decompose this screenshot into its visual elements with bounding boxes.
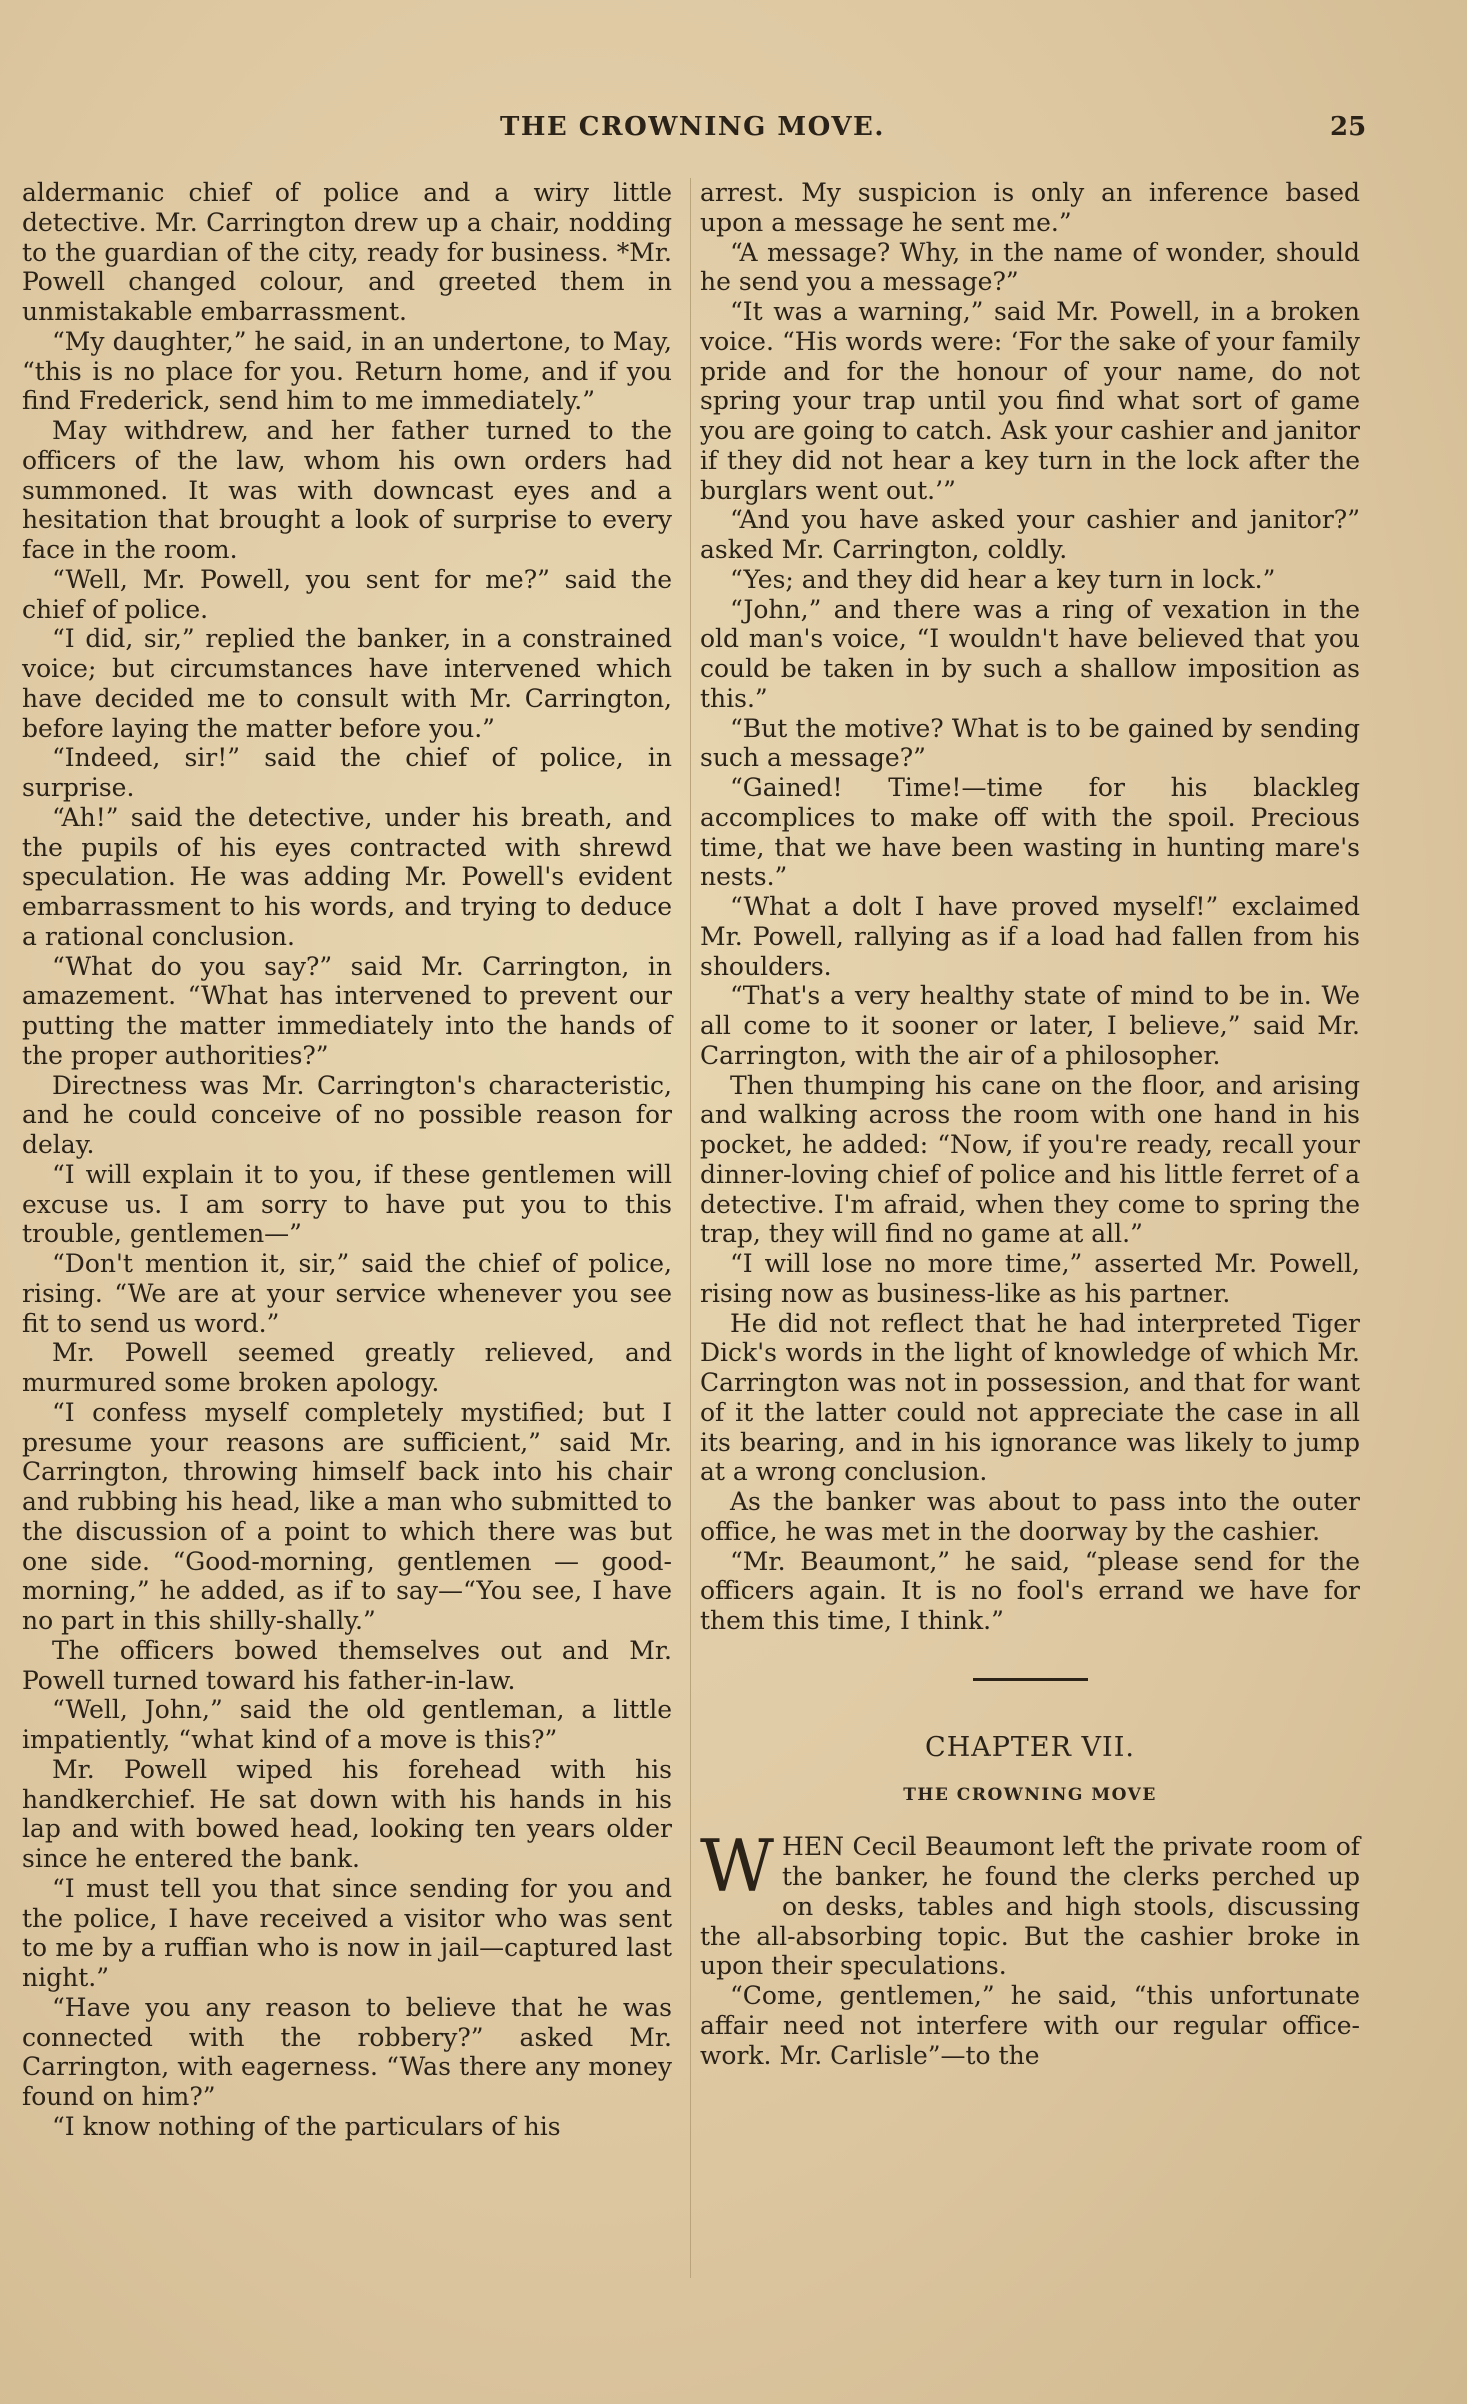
chapter-opening-paragraph <box>700 1824 1360 1981</box>
paragraph: “Well, John,” said the old gentleman, a little impatiently, “what kind of a move is this?” <box>22 1695 672 1754</box>
paragraph: The officers bowed themselves out and Mr. Powell turned toward his father-in-law. <box>22 1635 672 1695</box>
paragraph: “Come, gentlemen,” he said, “this unfortunate affair need not interfere with our regular office-work. Mr. Carlisle”—to the <box>700 1981 1360 2070</box>
right-column <box>700 178 1360 2070</box>
paragraph: “I must tell you that since sending for you and the police, I have received a visitor who was sent to me by a ruffian who is now in jail—captured last night.” <box>22 1873 672 1992</box>
paragraph: “What a dolt I have proved myself!” exclaimed Mr. Powell, rallying as if a load had fallen from his shoulders. <box>700 892 1360 981</box>
drop-cap: W <box>700 1824 775 1909</box>
chapter-subtitle: THE CROWNING MOVE <box>903 1784 1157 1805</box>
paragraph: Then thumping his cane on the floor, and arising and walking across the room with one hand in his pocket, he added: “Now, if you're ready, recall your dinner-loving chief of police and his little ferret of a detective. I'm afraid, when they come to spring the trap, they will find no game at all.” <box>700 1070 1360 1249</box>
paragraph: “Well, Mr. Powell, you sent for me?” said the chief of police. <box>22 564 672 624</box>
paragraph: arrest. My suspicion is only an inference based upon a message he sent me.” <box>700 178 1360 237</box>
paragraph: “Mr. Beaumont,” he said, “please send for the officers again. It is no fool's errand we have for them this time, I think.” <box>700 1546 1360 1635</box>
paragraph: Mr. Powell seemed greatly relieved, and murmured some broken apology. <box>22 1338 672 1397</box>
paragraph: “I will lose no more time,” asserted Mr. Powell, rising now as business-like as his partner. <box>700 1249 1360 1308</box>
paragraph: “Indeed, sir!” said the chief of police, in surprise. <box>22 743 672 802</box>
paragraph: He did not reflect that he had interpreted Tiger Dick's words in the light of knowledge of which Mr. Carrington was not in possession, and that for want of it the latter could not appreciate the case in all its bearing, and in his ignorance was likely to jump at a wrong conclusion. <box>700 1308 1360 1487</box>
left-column <box>22 178 672 2142</box>
paragraph: “A message? Why, in the name of wonder, should he send you a message?” <box>700 237 1360 297</box>
paragraph: “Gained! Time!—time for his blackleg accomplices to make off with the spoil. Precious time, that we have been wasting in hunting mare's nests.” <box>700 773 1360 892</box>
page-number: 25 <box>1330 112 1367 142</box>
paragraph: “But the motive? What is to be gained by sending such a message?” <box>700 713 1360 773</box>
paragraph: May withdrew, and her father turned to the officers of the law, whom his own orders had summoned. It was with downcast eyes and a hesitation that brought a look of surprise to every face in the room. <box>22 416 672 564</box>
column-rule <box>690 178 691 2278</box>
paragraph: “What do you say?” said Mr. Carrington, in amazement. “What has intervened to prevent our putting the matter immediately into the hands of the proper authorities?” <box>22 951 672 1070</box>
running-title: THE CROWNING MOVE. <box>500 112 885 142</box>
paragraph: As the banker was about to pass into the outer office, he was met in the doorway by the cashier. <box>700 1487 1360 1546</box>
paragraph: aldermanic chief of police and a wiry little detective. Mr. Carrington drew up a chair, nodding to the guardian of the city, ready for business. *Mr. Powell changed colour, and greeted them in unmistakable embarrassment. <box>22 178 672 326</box>
paragraph: “John,” and there was a ring of vexation in the old man's voice, “I wouldn't have believed that you could be taken in by such a shallow imposition as this.” <box>700 594 1360 713</box>
paragraph: “My daughter,” he said, in an undertone, to May, “this is no place for you. Return home, and if you find Frederick, send him to me immediately.” <box>22 326 672 416</box>
paragraph: Directness was Mr. Carrington's characteristic, and he could conceive of no possible reason for delay. <box>22 1070 672 1159</box>
paragraph: “Ah!” said the detective, under his breath, and the pupils of his eyes contracted with shrewd speculation. He was adding Mr. Powell's evident embarrassment to his words, and trying to deduce a rational conclusion. <box>22 802 672 951</box>
page-header <box>0 112 1467 152</box>
paragraph: “Yes; and they did hear a key turn in lock.” <box>730 564 1276 594</box>
paragraph: “That's a very healthy state of mind to be in. We all come to it sooner or later, I believe,” said Mr. Carrington, with the air of a philosopher. <box>700 981 1360 1070</box>
paragraph: “I did, sir,” replied the banker, in a constrained voice; but circumstances have intervened which have decided me to consult with Mr. Carrington, before laying the matter before you.” <box>22 624 672 743</box>
paragraph: “Have you any reason to believe that he was connected with the robbery?” asked Mr. Carrington, with eagerness. “Was there any money found on him?” <box>22 1992 672 2111</box>
chapter-heading: CHAPTER VII. <box>925 1731 1135 1763</box>
paragraph: Mr. Powell wiped his forehead with his handkerchief. He sat down with his hands in his lap and with bowed head, looking ten years older since he entered the bank. <box>22 1754 672 1873</box>
paragraph: “I know nothing of the particulars of his <box>52 2111 561 2141</box>
paragraph: “I will explain it to you, if these gentlemen will excuse us. I am sorry to have put you to this trouble, gentlemen—” <box>22 1159 672 1249</box>
paragraph: “I confess myself completely mystified; but I presume your reasons are sufficient,” said Mr. Carrington, throwing himself back into his chair and rubbing his head, like a man who submitted to the discussion of a point to which there was but one side. “Good-morning, gentlemen — good-morning,” he added, as if to say—“You see, I have no part in this shilly-shally.” <box>22 1397 672 1635</box>
opening-text: HEN Cecil Beaumont left the private room of the banker, he found the clerks perched up on desks, tables and high stools, discussing the all-absorbing topic. But the cashier broke in upon their speculations. <box>700 1832 1360 1981</box>
paragraph: “And you have asked your cashier and janitor?” asked Mr. Carrington, coldly. <box>700 505 1360 564</box>
paragraph: “It was a warning,” said Mr. Powell, in a broken voice. “His words were: ‘For the sake of your family pride and for the honour of your name, do not spring your trap until you find what sort of game you are going to catch. Ask your cashier and janitor if they did not hear a key turn in the lock after the burglars went out.’” <box>700 297 1360 505</box>
paragraph: “Don't mention it, sir,” said the chief of police, rising. “We are at your service whenever you see fit to send us word.” <box>22 1249 672 1338</box>
section-divider <box>973 1678 1088 1681</box>
